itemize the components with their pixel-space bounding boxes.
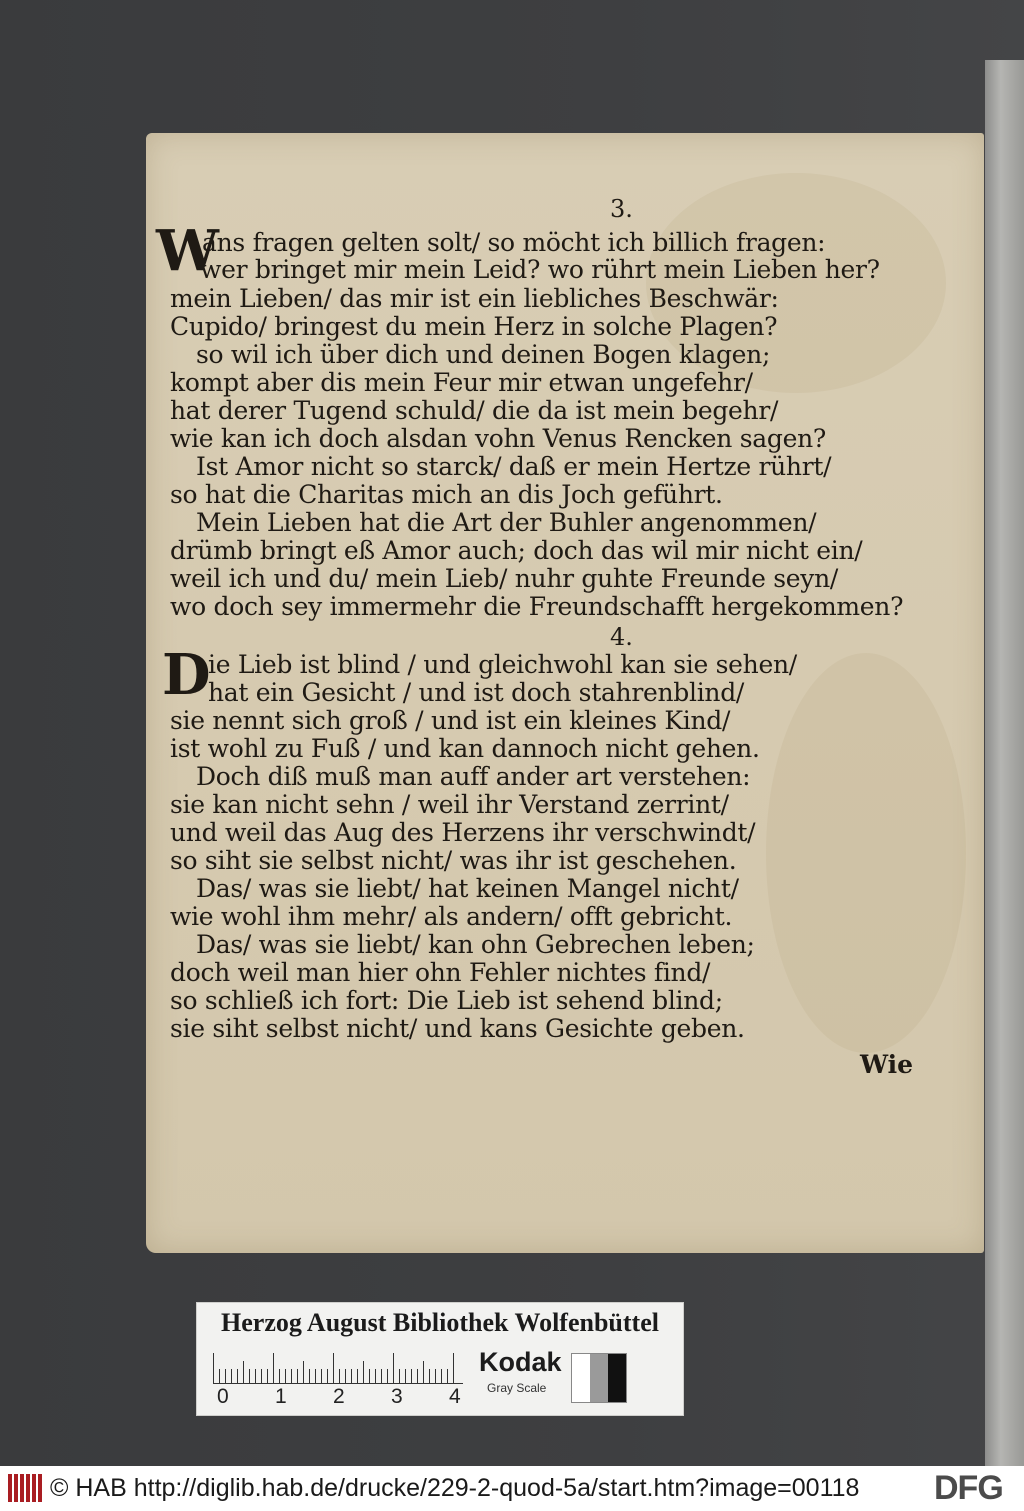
ruler-tick	[231, 1369, 232, 1383]
verse-line: wer bringet mir mein Leid? wo rührt mein Lieben her?	[200, 255, 880, 284]
verse-line: mein Lieben/ das mir ist ein liebliches Beschwär:	[170, 284, 779, 313]
ruler-tick	[363, 1361, 364, 1383]
drop-initial: D	[162, 642, 211, 708]
drop-initial: W	[156, 218, 219, 284]
verse-line: ie Lieb ist blind / und gleichwohl kan sie sehen/	[208, 650, 797, 679]
verse-line: ans fragen gelten solt/ so möcht ich billich fragen:	[202, 228, 826, 257]
verse-line: hat derer Tugend schuld/ die da ist mein begehr/	[170, 396, 779, 425]
ruler-tick	[447, 1369, 448, 1383]
ruler-tick	[315, 1369, 316, 1383]
verse-line: ist wohl zu Fuß / und kan dannoch nicht gehen.	[170, 734, 760, 763]
ruler-scale	[213, 1349, 463, 1384]
ruler-tick	[225, 1369, 226, 1383]
verse-line: doch weil man hier ohn Fehler nichtes find/	[170, 958, 711, 987]
verse-line: so hat die Charitas mich an dis Joch geführt.	[170, 480, 723, 509]
verse-line: Doch diß muß man auff ander art verstehen:	[196, 762, 751, 791]
ruler-tick	[441, 1369, 442, 1383]
ruler-tick	[261, 1369, 262, 1383]
ruler-tick	[303, 1361, 304, 1383]
ruler-tick	[333, 1353, 334, 1383]
ruler-number: 3	[391, 1385, 403, 1408]
ruler-tick	[393, 1353, 394, 1383]
catchword: Wie	[860, 1050, 914, 1079]
ruler-tick	[327, 1369, 328, 1383]
ruler-tick	[399, 1369, 400, 1383]
ruler-number: 0	[217, 1385, 229, 1408]
gray-swatch	[571, 1353, 627, 1403]
ruler-tick	[219, 1369, 220, 1383]
ruler-tick	[387, 1369, 388, 1383]
ruler-tick	[273, 1353, 274, 1383]
ruler-tick	[267, 1369, 268, 1383]
ruler-tick	[297, 1369, 298, 1383]
ruler-number: 2	[333, 1385, 345, 1408]
kodak-subtitle: Gray Scale	[487, 1381, 547, 1395]
copyright-link[interactable]: © HAB http://diglib.hab.de/drucke/229-2-quod-5a/start.htm?image=00118	[50, 1474, 860, 1502]
ruler-number: 1	[275, 1385, 287, 1408]
verse-line: so schließ ich fort: Die Lieb ist sehend blind;	[170, 986, 723, 1015]
verse-line: sie kan nicht sehn / weil ihr Verstand zerrint/	[170, 790, 729, 819]
verse-line: hat ein Gesicht / und ist doch stahrenblind/	[208, 678, 745, 707]
verse-line: sie siht selbst nicht/ und kans Gesichte geben.	[170, 1014, 745, 1043]
swatch-white	[572, 1354, 590, 1402]
verse-line: kompt aber dis mein Feur mir etwan ungefehr/	[170, 368, 753, 397]
verse-line: so siht sie selbst nicht/ was ihr ist geschehen.	[170, 846, 737, 875]
ruler-tick	[411, 1369, 412, 1383]
verse-line: sie nennt sich groß / und ist ein kleines Kind/	[170, 706, 731, 735]
verse-line: wo doch sey immermehr die Freundschafft hergekommen?	[170, 592, 904, 621]
color-target-card	[196, 1302, 684, 1416]
verse-line: Cupido/ bringest du mein Herz in solche Plagen?	[170, 312, 778, 341]
ruler-tick	[351, 1369, 352, 1383]
ruler-tick	[375, 1369, 376, 1383]
facing-page-edge	[985, 60, 1024, 1466]
ruler-number: 4	[449, 1385, 461, 1408]
ruler-tick	[213, 1353, 214, 1383]
footer-bar	[0, 1466, 1024, 1511]
ruler-tick	[405, 1369, 406, 1383]
ruler-tick	[429, 1369, 430, 1383]
verse-line: drümb bringt eß Amor auch; doch das wil mir nicht ein/	[170, 536, 863, 565]
stanza-number: 4.	[610, 623, 633, 651]
dfg-logo: DFG	[934, 1469, 1003, 1507]
verse-line: wie wohl ihm mehr/ als andern/ offt gebricht.	[170, 902, 733, 931]
ruler-tick	[249, 1369, 250, 1383]
verse-line: wie kan ich doch alsdan vohn Venus Rencken sagen?	[170, 424, 826, 453]
ruler-tick	[291, 1369, 292, 1383]
ruler-tick	[453, 1353, 454, 1383]
swatch-black	[608, 1354, 626, 1402]
ruler-tick	[339, 1369, 340, 1383]
ruler-tick	[381, 1369, 382, 1383]
ruler-tick	[321, 1369, 322, 1383]
ruler-tick	[357, 1369, 358, 1383]
verse-line: so wil ich über dich und deinen Bogen klagen;	[196, 340, 771, 369]
verse-line: Das/ was sie liebt/ kan ohn Gebrechen leben;	[196, 930, 755, 959]
verse-line: Ist Amor nicht so starck/ daß er mein Hertze rührt/	[196, 452, 832, 481]
page-stain	[766, 653, 966, 1053]
ruler-tick	[345, 1369, 346, 1383]
ruler-tick	[309, 1369, 310, 1383]
ruler-tick	[255, 1369, 256, 1383]
stanza-number: 3.	[610, 195, 633, 223]
verse-line: und weil das Aug des Herzens ihr verschwindt/	[170, 818, 756, 847]
verse-line: weil ich und du/ mein Lieb/ nuhr guhte Freunde seyn/	[170, 564, 839, 593]
hab-logo-icon	[8, 1474, 42, 1502]
ruler-tick	[279, 1369, 280, 1383]
ruler-tick	[243, 1361, 244, 1383]
ruler-tick	[423, 1361, 424, 1383]
ruler-tick	[285, 1369, 286, 1383]
kodak-brand: Kodak	[479, 1347, 562, 1377]
ruler-tick	[417, 1369, 418, 1383]
ruler-tick	[369, 1369, 370, 1383]
swatch-gray	[590, 1354, 608, 1402]
library-name: Herzog August Bibliothek Wolfenbüttel	[221, 1308, 659, 1337]
ruler-tick	[237, 1369, 238, 1383]
ruler-tick	[435, 1369, 436, 1383]
verse-line: Das/ was sie liebt/ hat keinen Mangel nicht/	[196, 874, 739, 903]
verse-line: Mein Lieben hat die Art der Buhler angenommen/	[196, 508, 817, 537]
